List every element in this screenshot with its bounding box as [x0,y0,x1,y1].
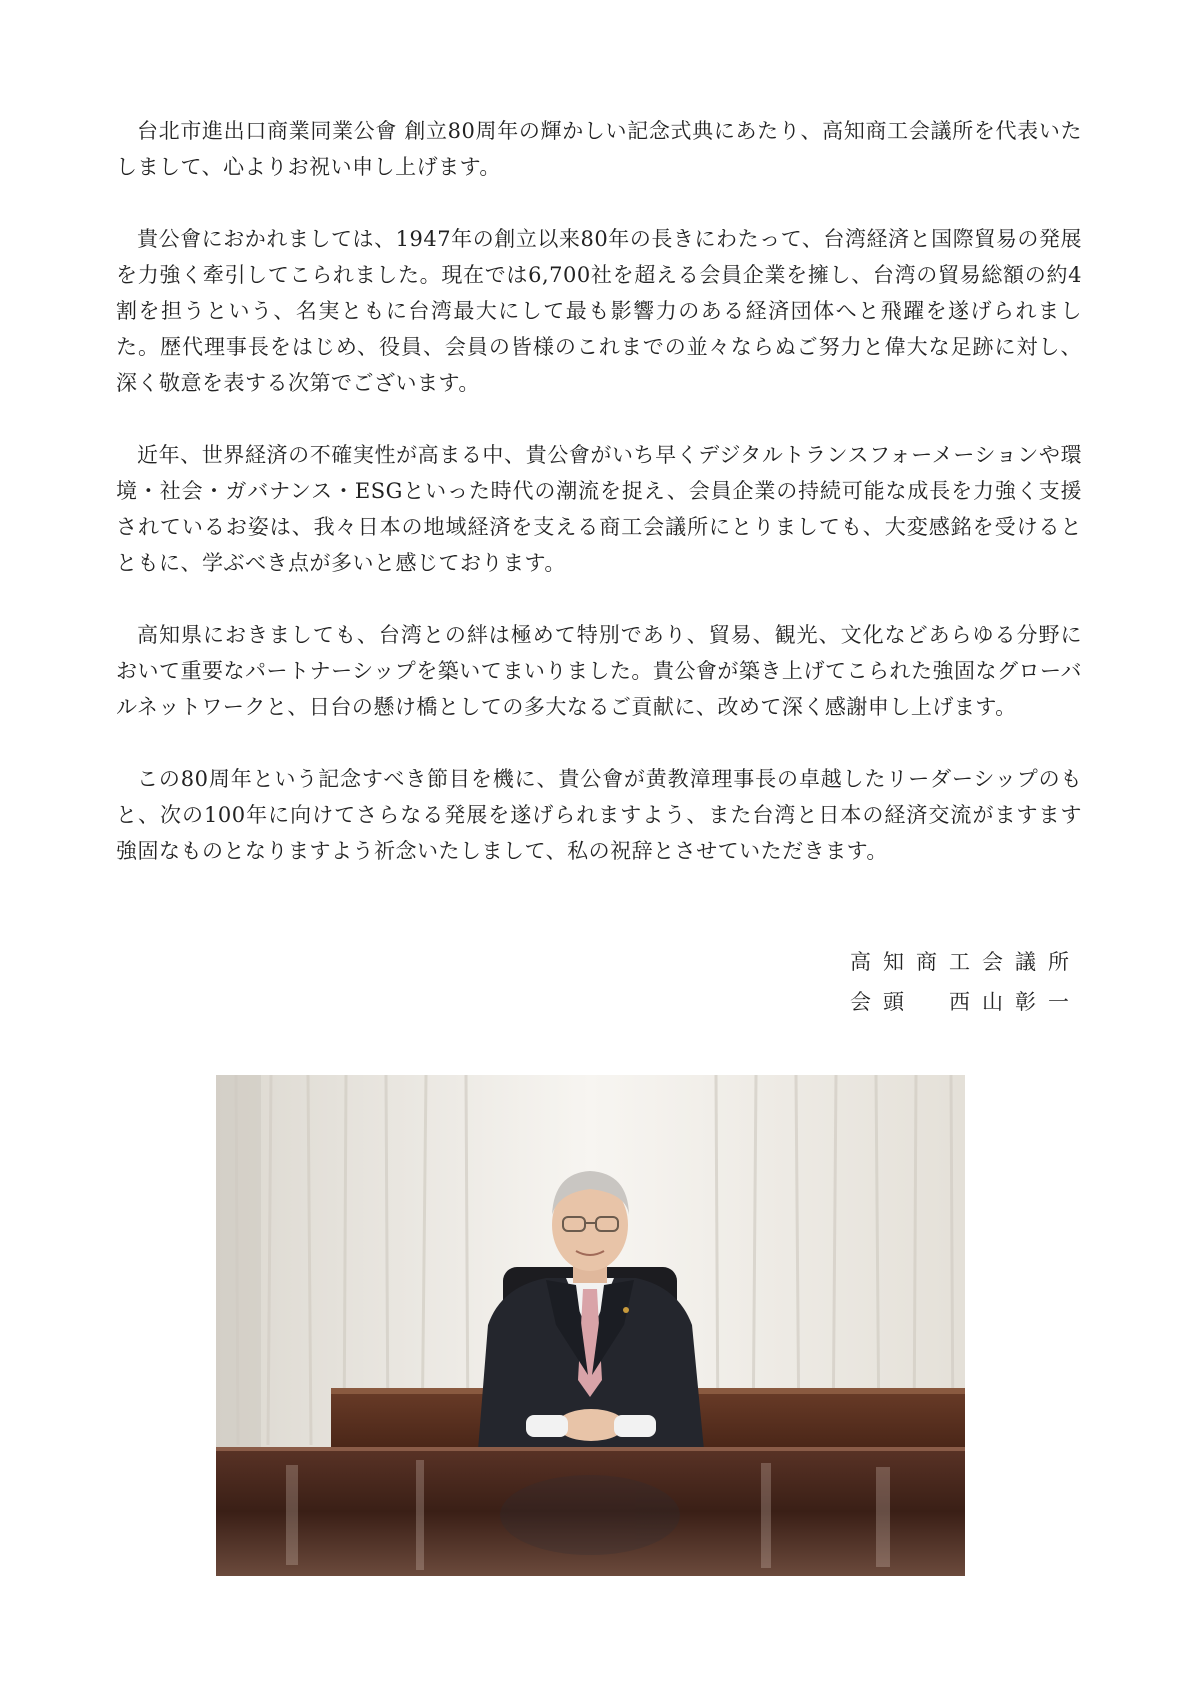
signature-title-name: 会頭 西山彰一 [850,990,1081,1014]
left-cuff [526,1415,568,1437]
desk-edge [216,1447,965,1451]
portrait-photo [216,1075,965,1576]
paragraph-3: 近年、世界経済の不確実性が高まる中、貴公會がいち早くデジタルトランスフォーメーションや環境・社会・ガバナンス・ESGといった時代の潮流を捉え、会員企業の持続可能な成長を力強く支援されているお姿は、我々日本の地域経済を支える商工会議所にとりましても、大変感銘を受けるとともに、学ぶべき点が多いと感じております。 [116,443,1082,575]
paragraph-5: この80周年という記念すべき節目を機に、貴公會が黄教漳理事長の卓越したリーダーシップのもと、次の100年に向けてさらなる発展を遂げられますよう、また台湾と日本の経済交流がますます強固なものとなりますよう祈念いたしまして、私の祝辞とさせていただきます。 [116,767,1082,863]
letter-body [116,113,1082,869]
paragraph-1: 台北市進出口商業同業公會 創立80周年の輝かしい記念式典にあたり、高知商工会議所を代表いたしまして、心よりお祝い申し上げます。 [116,119,1082,179]
portrait-illustration [216,1075,965,1576]
paragraph-2: 貴公會におかれましては、1947年の創立以来80年の長きにわたって、台湾経済と国際貿易の発展を力強く牽引してこられました。現在では6,700社を超える会員企業を擁し、台湾の貿易総額の約4割を担うという、名実ともに台湾最大にして最も影響力のある経済団体へと飛躍を遂げられました。歴代理事長をはじめ、役員、会員の皆様のこれまでの並々ならぬご努力と偉大な足跡に対し、深く敬意を表する次第でございます。 [116,227,1082,395]
paragraph-4: 高知県におきましても、台湾との絆は極めて特別であり、貿易、観光、文化などあらゆる分野において重要なパートナーシップを築いてまいりました。貴公會が築き上げてこられた強固なグローバルネットワークと、日台の懸け橋としての多大なるご貢献に、改めて深く感謝申し上げます。 [116,623,1082,719]
signature-organization: 高知商工会議所 [850,950,1081,974]
signature-block [850,942,1081,1022]
curtain-left-shadow [216,1075,261,1455]
lapel-pin [623,1307,629,1313]
right-cuff [614,1415,656,1437]
